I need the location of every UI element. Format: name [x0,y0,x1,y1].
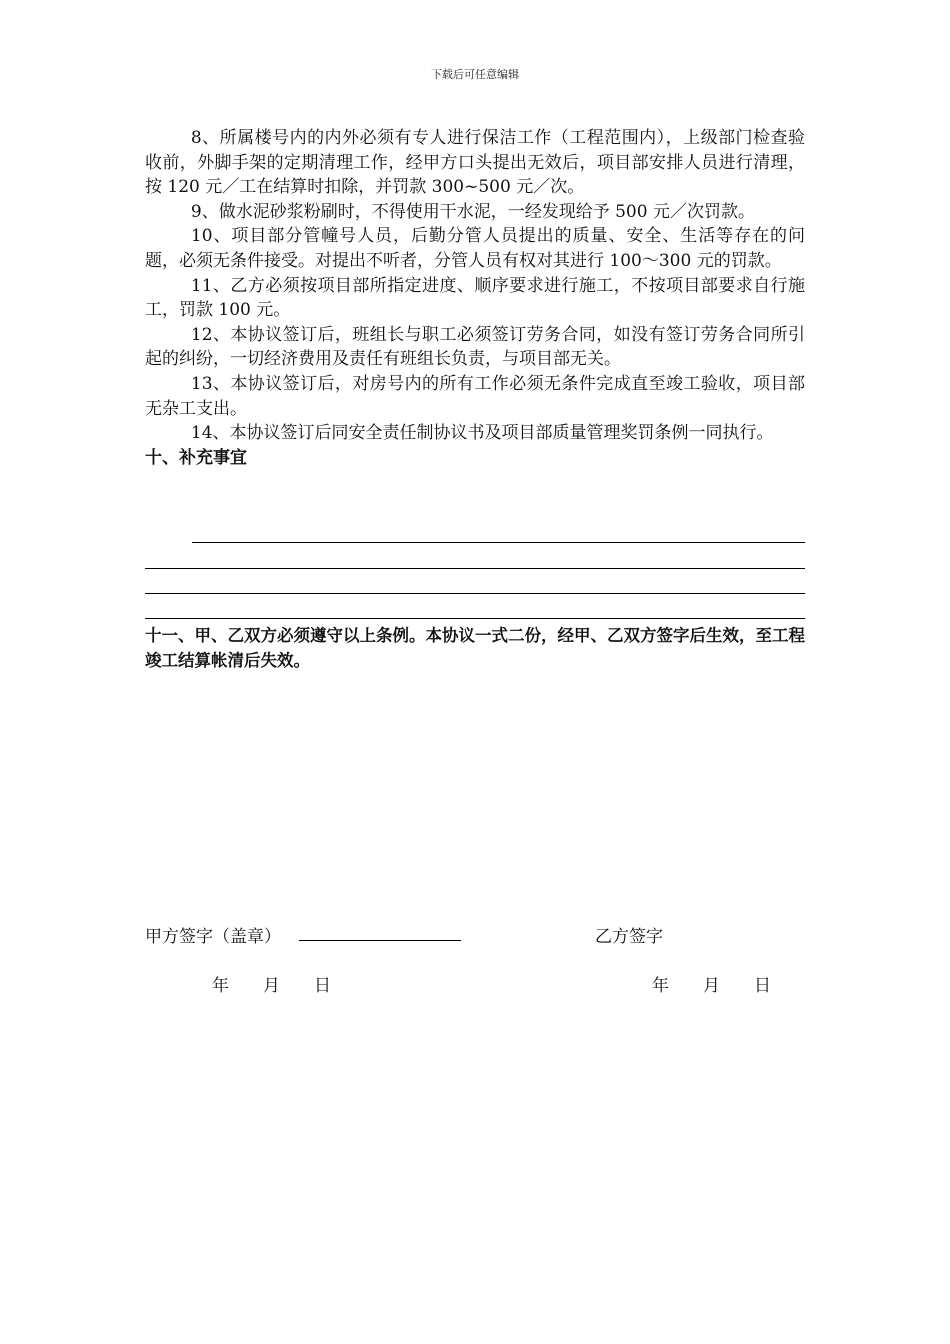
clause-11: 11、乙方必须按项目部所指定进度、顺序要求进行施工，不按项目部要求自行施工，罚款 100 元。 [145,275,805,321]
clause-8: 8、所属楼号内的内外必须有专人进行保洁工作（工程范围内），上级部门检查验收前，外脚手架的定期清理工作，经甲方口头提出无效后，项目部安排人员进行清理，按 120 元／工在结算时扣除，并罚款 300~500 元／次。 [145,128,805,198]
party-a-signature-label: 甲方签字（盖章） [145,927,281,947]
clause-10: 10、项目部分管幢号人员，后勤分管人员提出的质量、安全、生活等存在的问题，必须无条件接受。对提出不听者，分管人员有权对其进行 100～300 元的罚款。 [145,226,805,271]
page-header: 下载后可任意编辑 [431,68,519,81]
supplement-blank-lines [145,530,805,620]
blank-line [145,593,805,594]
section-11-text: 十一、甲、乙双方必须遵守以上条例。本协议一式二份，经甲、乙双方签字后生效，至工程竣工结算帐清后失效。 [145,626,805,670]
clause-list [145,126,805,470]
blank-line [192,542,805,543]
blank-line [145,618,805,619]
section-10-title: 十、补充事宜 [145,447,247,468]
clause-9: 9、做水泥砂浆粉刷时，不得使用干水泥，一经发现给予 500 元／次罚款。 [190,201,755,222]
clause-13: 13、本协议签订后，对房号内的所有工作必须无条件完成直至竣工验收，项目部无杂工支出。 [145,373,805,419]
party-a-date: 年 月 日 [212,976,331,996]
blank-line [145,568,805,569]
party-b-date: 年 月 日 [652,976,771,996]
party-a-signature-line [299,940,461,941]
clause-12: 12、本协议签订后，班组长与职工必须签订劳务合同，如没有签订劳务合同所引起的纠纷，一切经济费用及责任有班组长负责，与项目部无关。 [145,324,805,370]
party-b-signature-label: 乙方签字 [595,927,663,947]
clause-14: 14、本协议签订后同安全责任制协议书及项目部质量管理奖罚条例一同执行。 [190,423,774,444]
